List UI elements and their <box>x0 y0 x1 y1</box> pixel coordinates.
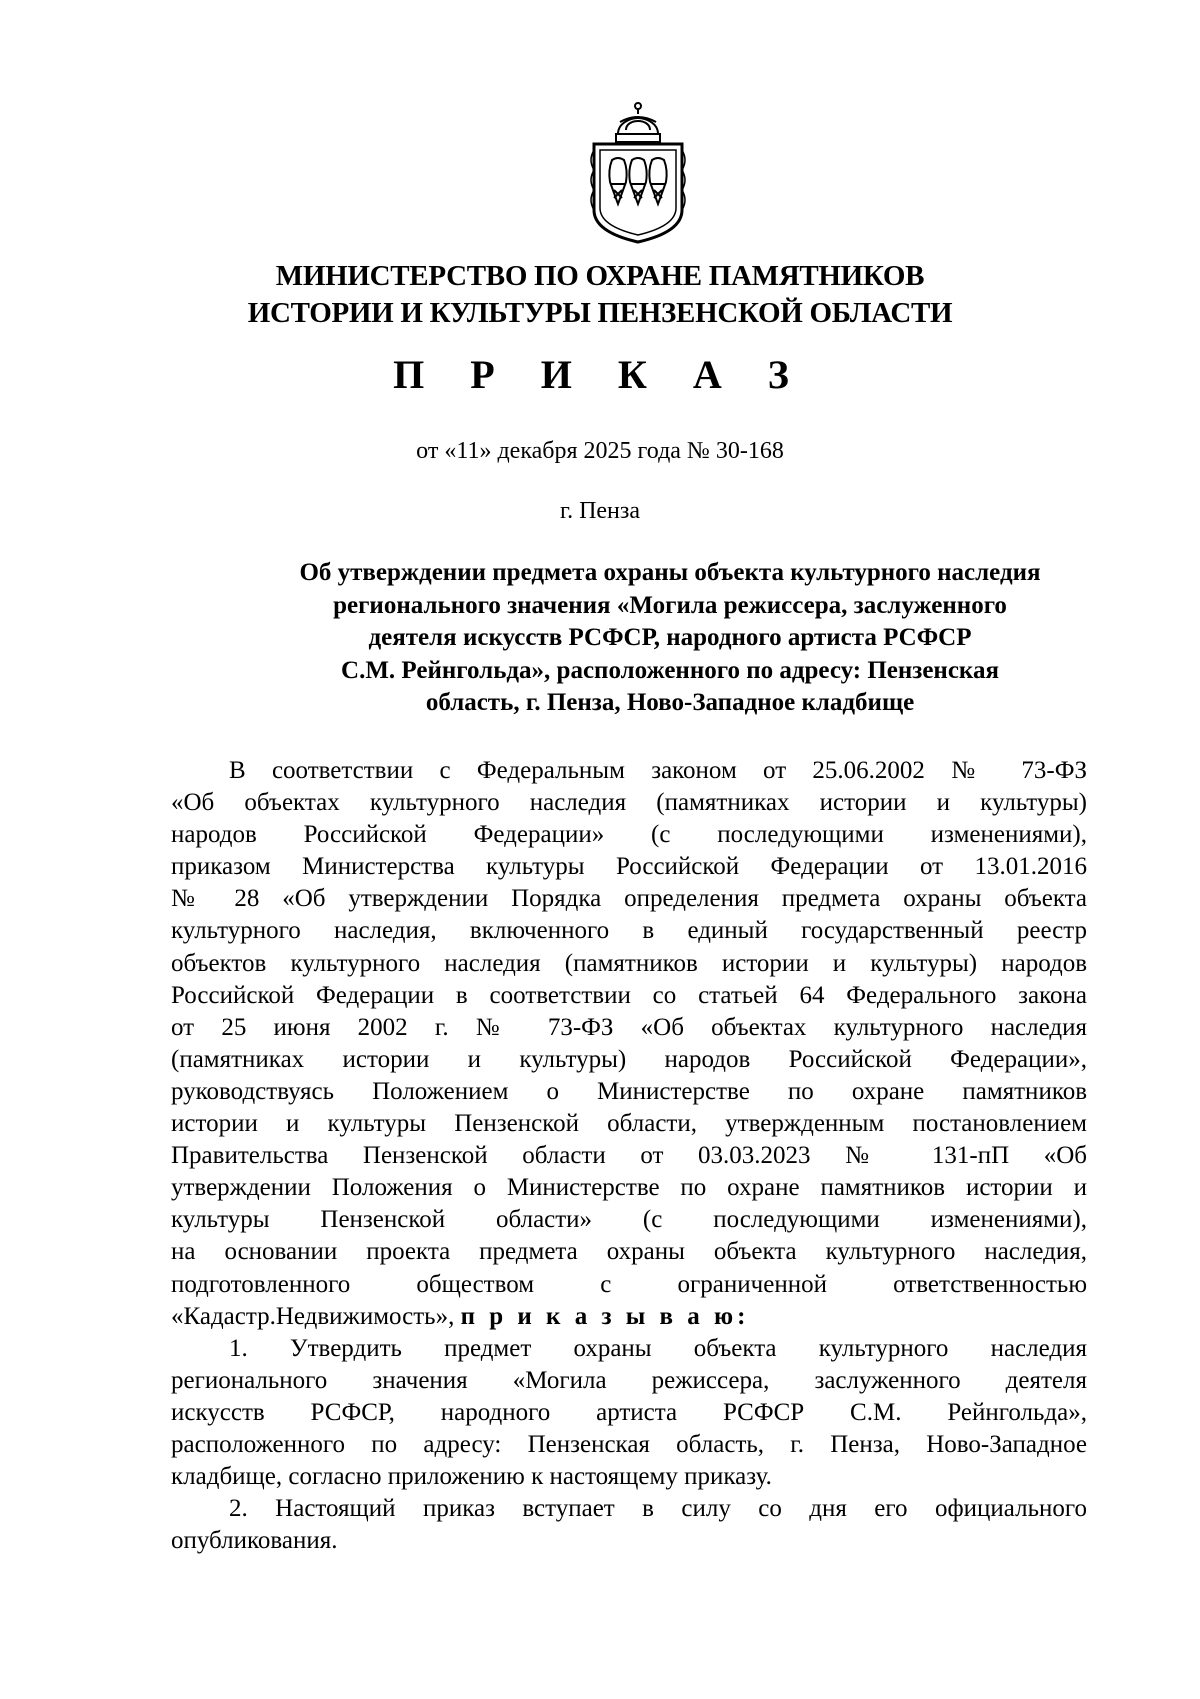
preamble-line: «Об объектах культурного наследия (памятниках истории и культуры) <box>171 789 1087 817</box>
preamble-line: (памятниках истории и культуры) народов Российской Федерации», <box>171 1045 1087 1073</box>
preamble-line: руководствуясь Положением о Министерстве по охране памятников <box>171 1077 1087 1105</box>
subject-line: область, г. Пенза, Ново-Западное кладбище <box>425 689 915 716</box>
subject-line: Об утверждении предмета охраны объекта культурного наследия <box>299 559 1041 586</box>
preamble-line: В соответствии с Федеральным законом от 25.06.2002 № 73-ФЗ <box>229 757 1087 784</box>
preamble-line: подготовленного обществом с ограниченной ответственностью <box>171 1270 1087 1298</box>
item-1-line: 1. Утвердить предмет охраны объекта культурного наследия <box>229 1334 1087 1362</box>
preamble-line: утверждении Положения о Министерстве по охране памятников истории и <box>171 1174 1087 1202</box>
coat-of-arms-icon <box>588 100 688 245</box>
subject-line: регионального значения «Могила режиссера, заслуженного <box>333 591 1007 619</box>
subject-line: деятеля искусств РСФСР, народного артиста РСФСР <box>368 624 972 651</box>
preamble-line: № 28 «Об утверждении Порядка определения предмета охраны объекта <box>171 885 1087 913</box>
preamble-line: объектов культурного наследия (памятников истории и культуры) народов <box>171 949 1087 977</box>
item-1-line: регионального значения «Могила режиссера, заслуженного деятеля <box>171 1366 1087 1394</box>
preamble-line: Правительства Пензенской области от 03.03.2023 № 131-пП «Об <box>171 1142 1087 1170</box>
preamble-line: от 25 июня 2002 г. № 73-ФЗ «Об объектах культурного наследия <box>171 1013 1087 1041</box>
document-type-title: П Р И К А З <box>393 352 807 397</box>
preamble-line: на основании проекта предмета охраны объекта культурного наследия, <box>171 1238 1087 1266</box>
order-subject <box>270 557 1070 720</box>
city-label: г. Пенза <box>559 498 641 524</box>
subject-line: С.М. Рейнгольда», расположенного по адресу: Пензенская <box>341 656 999 684</box>
ministry-line-2: ИСТОРИИ И КУЛЬТУРЫ ПЕНЗЕНСКОЙ ОБЛАСТИ <box>247 297 953 329</box>
order-body <box>171 755 1087 1557</box>
preamble-line: приказом Министерства культуры Российской Федерации от 13.01.2016 <box>171 853 1087 881</box>
preamble-line: Российской Федерации в соответствии со статьей 64 Федерального закона <box>171 981 1087 1009</box>
preamble-last-text: «Кадастр.Недвижимость», <box>171 1302 461 1330</box>
item-2-line: 2. Настоящий приказ вступает в силу со дня его официального <box>229 1495 1087 1523</box>
item-1-line: расположенного по адресу: Пензенская область, г. Пенза, Ново-Западное <box>171 1430 1087 1458</box>
preamble-line: культуры Пензенской области» (с последующими изменениями), <box>171 1206 1087 1234</box>
preamble-last-line <box>171 1301 1087 1333</box>
ministry-name <box>0 258 1200 332</box>
ministry-line-1: МИНИСТЕРСТВО ПО ОХРАНЕ ПАМЯТНИКОВ <box>275 260 925 292</box>
preamble-line: народов Российской Федерации» (с последующими изменениями), <box>171 821 1087 849</box>
preamble-line: культурного наследия, включенного в единый государственный реестр <box>171 917 1087 945</box>
item-1-line: кладбище, согласно приложению к настоящему приказу. <box>171 1463 772 1491</box>
item-1-line: искусств РСФСР, народного артиста РСФСР С.М. Рейнгольда», <box>171 1398 1087 1426</box>
order-verb: п р и к а з ы в а ю: <box>460 1302 750 1330</box>
order-date-number: от «11» декабря 2025 года № 30-168 <box>416 438 784 464</box>
item-2-line: опубликования. <box>171 1527 338 1555</box>
preamble-line: истории и культуры Пензенской области, утвержденным постановлением <box>171 1110 1087 1138</box>
